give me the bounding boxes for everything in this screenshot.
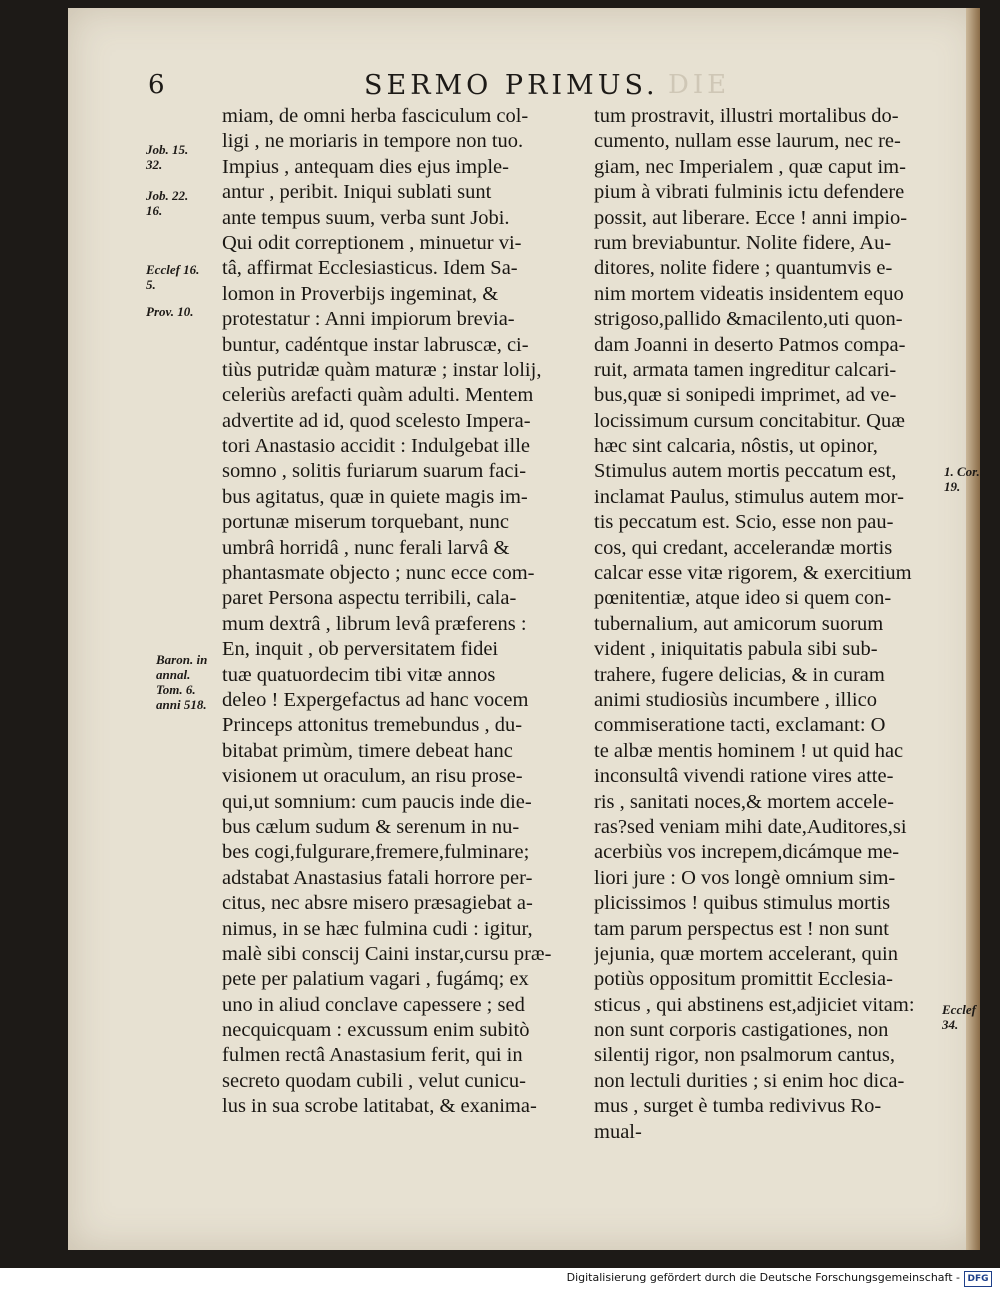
text-line: te albæ mentis hominem ! ut quid hac	[594, 739, 904, 762]
text-line: vident , iniquitatis pabula sibi sub-	[594, 638, 878, 661]
text-line: acerbiùs vos increpem,dicámque me-	[594, 841, 900, 864]
text-line: tubernalium, aut amicorum suorum	[594, 612, 884, 635]
text-line: silentij rigor, non psalmorum cantus,	[594, 1044, 895, 1067]
text-line: inclamat Paulus, stimulus autem mor-	[594, 485, 904, 508]
text-line: Stimulus autem mortis peccatum est,	[594, 460, 897, 483]
text-line: tam parum perspectus est ! non sunt	[594, 917, 889, 940]
text-line: mum dextrâ , librum levâ præferens :	[222, 612, 527, 635]
text-line: lomon in Proverbijs ingeminat, &	[222, 282, 499, 305]
margin-note-eccles-16: Ecclef 16. 5.	[146, 262, 200, 292]
text-line: pete per palatium vagari , fugámq; ex	[222, 968, 529, 991]
text-line: portunæ miserum torquebant, nunc	[222, 511, 509, 534]
text-line: cumento, nullam esse laurum, nec re-	[594, 130, 901, 153]
text-line: miam, de omni herba fasciculum col-	[222, 105, 529, 127]
text-line: tâ, affirmat Ecclesiasticus. Idem Sa-	[222, 257, 518, 280]
text-line: bes cogi,fulgurare,fremere,fulminare;	[222, 841, 530, 864]
text-column-left	[222, 104, 574, 1120]
text-line: nimus, in se hæc fulmina cudi : igitur,	[222, 917, 533, 940]
text-line: tiùs putridæ quàm maturæ ; instar lolij,	[222, 358, 542, 381]
text-line: plicissimos ! quibus stimulus mortis	[594, 892, 891, 915]
text-line: mus , surget è tumba redivivus Ro-	[594, 1095, 882, 1118]
text-line: ras?sed veniam mihi date,Auditores,si	[594, 815, 907, 838]
margin-note-1-cor: 1. Cor. 19.	[944, 464, 980, 494]
page-spine-shadow	[966, 8, 980, 1250]
margin-note-eccles-34: Ecclef 34.	[942, 1002, 976, 1032]
running-head	[148, 64, 788, 104]
page-number: 6	[148, 70, 165, 100]
text-line: paret Persona aspectu terribili, cala-	[222, 587, 517, 610]
dfg-logo: DFG	[964, 1271, 992, 1287]
text-line: giam, nec Imperialem , quæ caput im-	[594, 155, 906, 178]
text-line: bus agitatus, quæ in quiete magis im-	[222, 485, 528, 508]
text-line: pium à vibrati fulminis ictu defendere	[594, 181, 905, 204]
text-line: qui,ut somnium: cum paucis inde die-	[222, 790, 532, 813]
text-line: phantasmate objecto ; nunc ecce com-	[222, 562, 535, 585]
text-line: liori jure : O vos longè omnium sim-	[594, 866, 896, 889]
text-line: tum prostravit, illustri mortalibus do-	[594, 105, 899, 127]
footer-credit: Digitalisierung gefördert durch die Deutsche Forschungsgemeinschaft -	[566, 1271, 960, 1284]
text-line: advertite ad id, quod scelesto Impera-	[222, 409, 531, 432]
text-line: fulmen rectâ Anastasium ferit, qui in	[222, 1044, 523, 1067]
text-line: bitabat primùm, timere debeat hanc	[222, 739, 513, 762]
running-title: SERMO PRIMUS.	[364, 70, 659, 101]
margin-note-job-15: Job. 15. 32.	[146, 142, 189, 172]
text-line: adstabat Anastasius fatali horrore per-	[222, 866, 533, 889]
text-line: citus, nec absre misero præsagiebat a-	[222, 892, 533, 915]
text-column-right	[594, 104, 942, 1145]
text-line: animi studiosiùs incumbere , illico	[594, 688, 877, 711]
text-line: bus cælum sudum & serenum in nu-	[222, 815, 520, 838]
text-line: lus in sua scrobe latitabat, & exanima-	[222, 1095, 537, 1118]
text-line: ris , sanitati noces,& mortem accele-	[594, 790, 894, 813]
text-line: protestatur : Anni impiorum brevia-	[222, 308, 515, 331]
text-line: buntur, cadéntque instar labruscæ, ci-	[222, 333, 529, 356]
text-line: tori Anastasio accidit : Indulgebat ille	[222, 435, 530, 458]
text-line: ligi , ne moriaris in tempore non tuo.	[222, 130, 524, 153]
text-line: necquicquam : excussum enim subitò	[222, 1019, 530, 1042]
text-line: ante tempus suum, verba sunt Jobi.	[222, 206, 510, 229]
text-line: deleo ! Expergefactus ad hanc vocem	[222, 688, 529, 711]
text-line: nim mortem videatis insidentem equo	[594, 282, 904, 305]
text-line: En, inquit , ob perversitatem fidei	[222, 638, 499, 661]
text-line: malè sibi conscij Caini instar,cursu præ-	[222, 942, 552, 965]
text-line: cos, qui credant, accelerandæ mortis	[594, 536, 893, 559]
footer-bar	[0, 1268, 1000, 1289]
margin-note-baronius: Baron. in annal. Tom. 6. anni 518.	[156, 652, 208, 712]
text-line: bus,quæ si sonipedi imprimet, ad ve-	[594, 384, 897, 407]
text-line: commiseratione tacti, exclamant: O	[594, 714, 886, 737]
text-line: dam Joanni in deserto Patmos compa-	[594, 333, 906, 356]
text-line: tis peccatum est. Scio, esse non pau-	[594, 511, 894, 534]
text-line: ditores, nolite fidere ; quantumvis e-	[594, 257, 893, 280]
text-line: somno , solitis furiarum suarum faci-	[222, 460, 527, 483]
text-line: mual-	[594, 1120, 642, 1143]
text-line: possit, aut liberare. Ecce ! anni impio-	[594, 206, 908, 229]
text-line: potiùs oppositum promittit Ecclesia-	[594, 968, 893, 991]
text-line: rum breviabuntur. Nolite fidere, Au-	[594, 231, 892, 254]
text-line: Impius , antequam dies ejus imple-	[222, 155, 509, 178]
text-line: strigoso,pallido &macilento,uti quon-	[594, 308, 903, 331]
text-line: calcar esse vitæ rigorem, & exercitium	[594, 562, 912, 585]
text-line: inconsultâ vivendi ratione vires atte-	[594, 765, 894, 788]
text-line: non sunt corporis castigationes, non	[594, 1019, 889, 1042]
text-line: uno in aliud conclave capessere ; sed	[222, 993, 525, 1016]
text-line: pœnitentiæ, atque ideo si quem con-	[594, 587, 892, 610]
text-line: Qui odit correptionem , minuetur vi-	[222, 231, 522, 254]
margin-note-prov-10: Prov. 10.	[146, 304, 194, 319]
text-line: ruit, armata tamen ingreditur calcari-	[594, 358, 897, 381]
text-line: antur , peribit. Iniqui sublati sunt	[222, 181, 492, 204]
text-line: umbrâ horridâ , nunc ferali larvâ &	[222, 536, 510, 559]
text-line: visionem ut oraculum, an risu prose-	[222, 765, 523, 788]
text-line: celeriùs arefacti quàm adulti. Mentem	[222, 384, 534, 407]
text-line: trahere, fugere delicias, & in curam	[594, 663, 885, 686]
bleed-through-text: DIE	[668, 70, 731, 100]
text-line: non lectuli durities ; si enim hoc dica-	[594, 1069, 905, 1092]
text-line: jejunia, quæ mortem accelerant, quin	[594, 942, 898, 965]
text-line: tuæ quatuordecim tibi vitæ annos	[222, 663, 496, 686]
text-line: locissimum cursum concitabitur. Quæ	[594, 409, 905, 432]
text-line: hæc sint calcaria, nôstis, ut opinor,	[594, 435, 878, 458]
margin-note-job-22: Job. 22. 16.	[146, 188, 189, 218]
text-line: sticus , qui abstinens est,adjiciet vitam:	[594, 993, 915, 1016]
text-line: Princeps attonitus tremebundus , du-	[222, 714, 523, 737]
text-line: secreto quodam cubili , velut cunicu-	[222, 1069, 526, 1092]
